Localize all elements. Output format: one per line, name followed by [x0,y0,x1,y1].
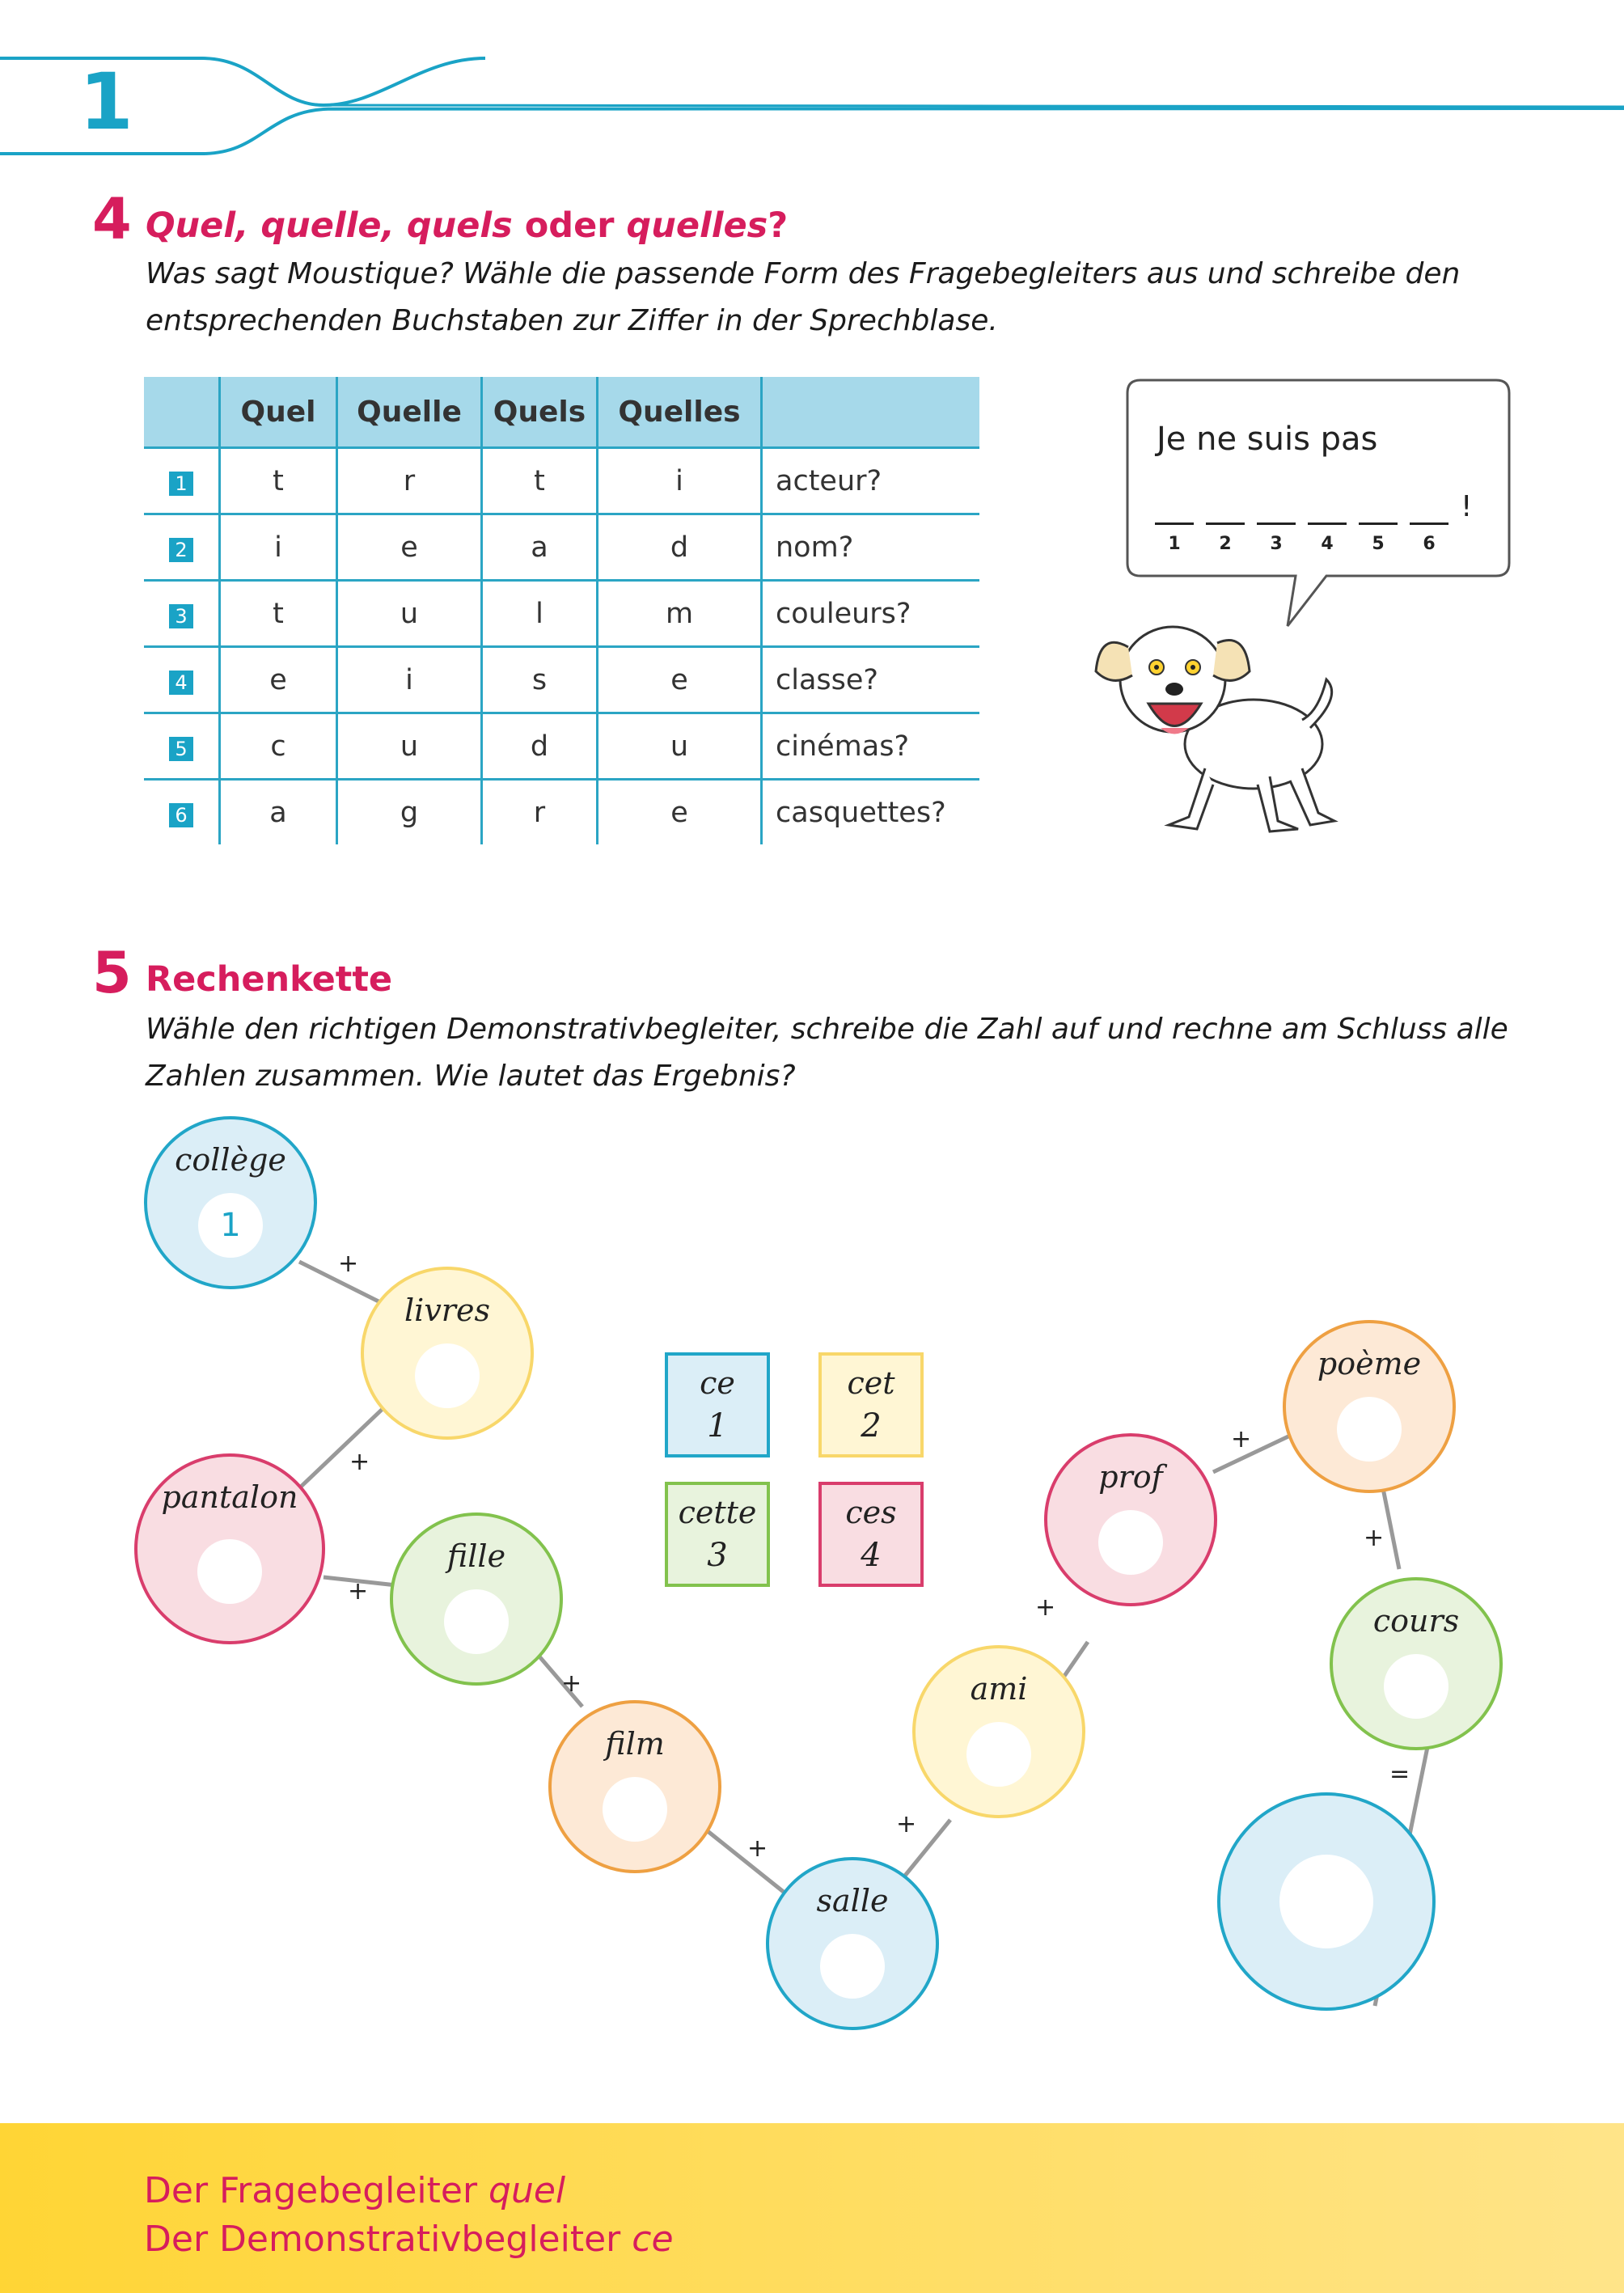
bubble-text: Je ne suis pas [1157,421,1378,458]
letter-cell: t [220,581,337,647]
result-slot[interactable] [1279,1855,1373,1948]
footer-line-2 [144,2219,674,2260]
equals-sign: = [1389,1760,1410,1788]
exercise-5-instruction [146,1006,1520,1100]
chain-word: salle [816,1883,889,1919]
example-answer: 1 [220,1207,241,1244]
card-number: 2 [861,1407,882,1445]
footer-line-1 [144,2170,565,2211]
chain-word: poème [1317,1346,1422,1381]
answer-slot[interactable] [444,1589,509,1654]
chapter-number: 1 [79,57,133,147]
header-cell-quelles: Quelles [598,377,762,448]
noun-cell: acteur? [762,448,980,514]
exercise-4-number: 4 [92,186,132,252]
row-number-badge: 1 [169,472,193,496]
plus-sign: + [896,1810,917,1838]
moustique-dog-illustration [1084,599,1343,841]
header-cell [762,377,980,448]
letter-cell: c [220,713,337,780]
letter-cell: a [220,780,337,845]
exercise-4-title [146,205,789,246]
answer-blank[interactable] [1257,522,1296,525]
answer-blank[interactable] [1410,522,1448,525]
footer-text: Der Fragebegleiter [144,2170,489,2211]
chain-word: livres [404,1292,490,1328]
plus-sign: + [349,1448,370,1476]
blank-number: 6 [1423,534,1436,554]
row-number-cell [144,780,220,845]
plus-sign: + [348,1577,369,1606]
bubble-exclamation: ! [1461,490,1473,523]
plus-sign: + [1231,1425,1252,1453]
chain-word: ami [970,1671,1028,1707]
chain-circle-college [144,1116,317,1289]
chain-circle-cours [1330,1577,1503,1750]
chain-circle-film [548,1700,721,1873]
exercise-5-number: 5 [92,940,132,1006]
chain-circle-poeme [1283,1320,1456,1493]
card-number: 3 [707,1537,728,1574]
title-part: ? [768,205,789,246]
letter-cell: i [220,514,337,581]
noun-cell: nom? [762,514,980,581]
letter-cell: u [337,713,482,780]
chain-word: fille [446,1538,506,1574]
answer-slot[interactable] [820,1934,885,1999]
answer-blank[interactable] [1155,522,1194,525]
row-number-cell [144,448,220,514]
row-number-badge: 2 [169,538,193,562]
table-row [144,780,979,845]
instruction-line: Wähle den richtigen Demonstrativbegleiter, schreibe die Zahl auf und rechne am Schluss alle [146,1013,1508,1046]
card-word: ces [845,1495,897,1530]
plus-sign: + [338,1250,359,1278]
letter-cell: m [598,581,762,647]
noun-cell: couleurs? [762,581,980,647]
header-cell-quelle: Quelle [337,377,482,448]
footer-text: Der Demonstrativbegleiter [144,2219,632,2260]
header-wave [0,0,1624,162]
answer-slot[interactable] [1337,1397,1402,1462]
chain-circle-ami [912,1645,1085,1818]
chain-word: film [605,1726,665,1762]
card-number: 4 [861,1537,882,1574]
table-header-row [144,377,979,448]
determiner-card-ce [665,1352,770,1457]
answer-slot[interactable] [198,1193,263,1258]
answer-slot[interactable] [197,1539,262,1604]
letter-cell: t [482,448,598,514]
chain-circle-livres [361,1267,534,1440]
letter-cell: d [482,713,598,780]
table-row [144,713,979,780]
letter-cell: u [337,581,482,647]
chain-word: cours [1372,1603,1460,1639]
title-part: quelles [626,205,768,246]
instruction-line: Was sagt Moustique? Wähle die passende Form des Fragebegleiters aus und schreibe den [146,257,1461,290]
answer-slot[interactable] [603,1777,667,1842]
determiner-card-ces [818,1482,924,1587]
letter-cell: l [482,581,598,647]
row-number-cell [144,647,220,713]
result-circle [1217,1792,1436,2011]
row-number-badge: 4 [169,671,193,695]
noun-cell: classe? [762,647,980,713]
instruction-line: Zahlen zusammen. Wie lautet das Ergebnis? [146,1060,796,1093]
chain-circle-salle [766,1857,939,2030]
plus-sign: + [747,1834,768,1863]
answer-blank[interactable] [1308,522,1347,525]
chain-word: collège [175,1142,286,1178]
card-word: ce [700,1365,735,1401]
answer-blank[interactable] [1359,522,1398,525]
plus-sign: + [1035,1593,1056,1622]
letter-cell: e [598,780,762,845]
letter-cell: r [337,448,482,514]
footer-banner [0,2123,1624,2293]
footer-emphasis: quel [488,2170,566,2211]
chain-circle-prof [1044,1433,1217,1606]
letter-cell: e [598,647,762,713]
answer-slot[interactable] [966,1722,1031,1787]
header-cell-quel: Quel [220,377,337,448]
title-part: Quel, quelle, quels [146,205,513,246]
header-cell-quels: Quels [482,377,598,448]
letter-cell: t [220,448,337,514]
letter-cell: g [337,780,482,845]
instruction-line: entsprechenden Buchstaben zur Ziffer in der Sprechblase. [146,304,998,337]
chain-circle-pantalon [134,1453,325,1644]
answer-slot[interactable] [415,1343,480,1408]
row-number-badge: 5 [169,737,193,761]
row-number-cell [144,581,220,647]
plus-sign: + [561,1669,582,1698]
letter-cell: e [220,647,337,713]
chain-circle-fille [390,1512,563,1686]
blank-number: 1 [1168,534,1181,554]
row-number-badge: 6 [169,803,193,827]
table-row [144,581,979,647]
row-number-cell [144,713,220,780]
title-part: oder [512,205,627,246]
letter-cell: u [598,713,762,780]
blank-number: 3 [1270,534,1283,554]
letter-cell: i [337,647,482,713]
card-word: cette [678,1495,757,1530]
table-row [144,647,979,713]
question-word-table [144,377,979,844]
header-cell [144,377,220,448]
card-number: 1 [707,1407,728,1445]
footer-emphasis: ce [632,2219,674,2260]
row-number-cell [144,514,220,581]
table-row [144,448,979,514]
plus-sign: + [1364,1524,1385,1552]
letter-cell: e [337,514,482,581]
row-number-badge: 3 [169,604,193,628]
letter-cell: s [482,647,598,713]
exercise-5-title: Rechenkette [146,959,393,1000]
answer-slot[interactable] [1098,1510,1163,1575]
table-row [144,514,979,581]
answer-blank[interactable] [1206,522,1245,525]
blank-number: 2 [1219,534,1232,554]
chain-word: pantalon [161,1479,298,1515]
letter-cell: a [482,514,598,581]
exercise-4-instruction [146,251,1520,345]
answer-slot[interactable] [1384,1654,1448,1719]
chain-word: prof [1098,1459,1163,1495]
card-word: cet [847,1365,895,1401]
letter-cell: i [598,448,762,514]
noun-cell: casquettes? [776,796,946,829]
determiner-card-cet [818,1352,924,1457]
blank-number: 5 [1372,534,1385,554]
determiner-card-cette [665,1482,770,1587]
letter-cell: d [598,514,762,581]
letter-cell: r [482,780,598,845]
blank-number: 4 [1321,534,1334,554]
noun-cell: cinémas? [762,713,980,780]
